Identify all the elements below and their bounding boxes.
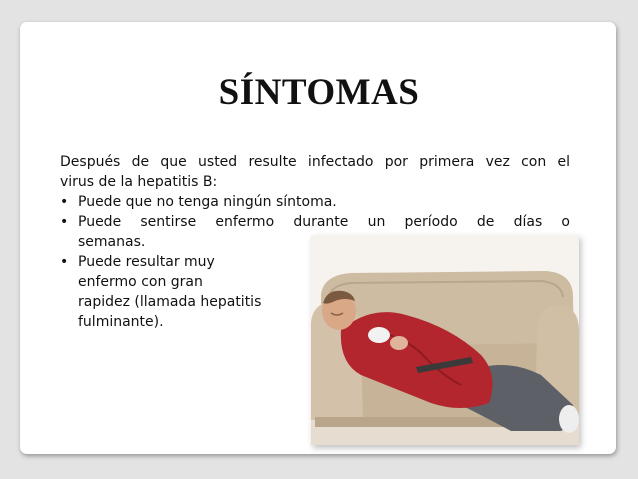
bullet-text — [78, 252, 288, 332]
intro-text — [60, 152, 570, 192]
bullet-line: fulminante). — [78, 314, 164, 330]
photo-illustration — [311, 235, 579, 445]
bullet-text: Puede que no tenga ningún síntoma. — [78, 194, 337, 210]
bullet-symbol: • — [60, 194, 69, 210]
bullet-item — [60, 192, 570, 212]
bullet-line: semanas. — [78, 234, 146, 250]
intro-line: virus de la hepatitis B: — [60, 174, 218, 190]
slide-title: SÍNTOMAS — [218, 72, 420, 113]
sick-man-on-sofa-photo — [311, 235, 579, 445]
bullet-symbol: • — [60, 214, 69, 230]
bullet-line: rapidez (llamada hepatitis — [78, 294, 262, 310]
bullet-line: Puede sentirse enfermo durante un período de días o — [78, 214, 570, 230]
bullet-symbol: • — [60, 254, 69, 270]
bullet-line: enfermo con gran — [78, 274, 203, 290]
intro-line: Después de que usted resulte infectado por primera vez con el — [60, 154, 570, 170]
bullet-line: Puede resultar muy — [78, 254, 215, 270]
